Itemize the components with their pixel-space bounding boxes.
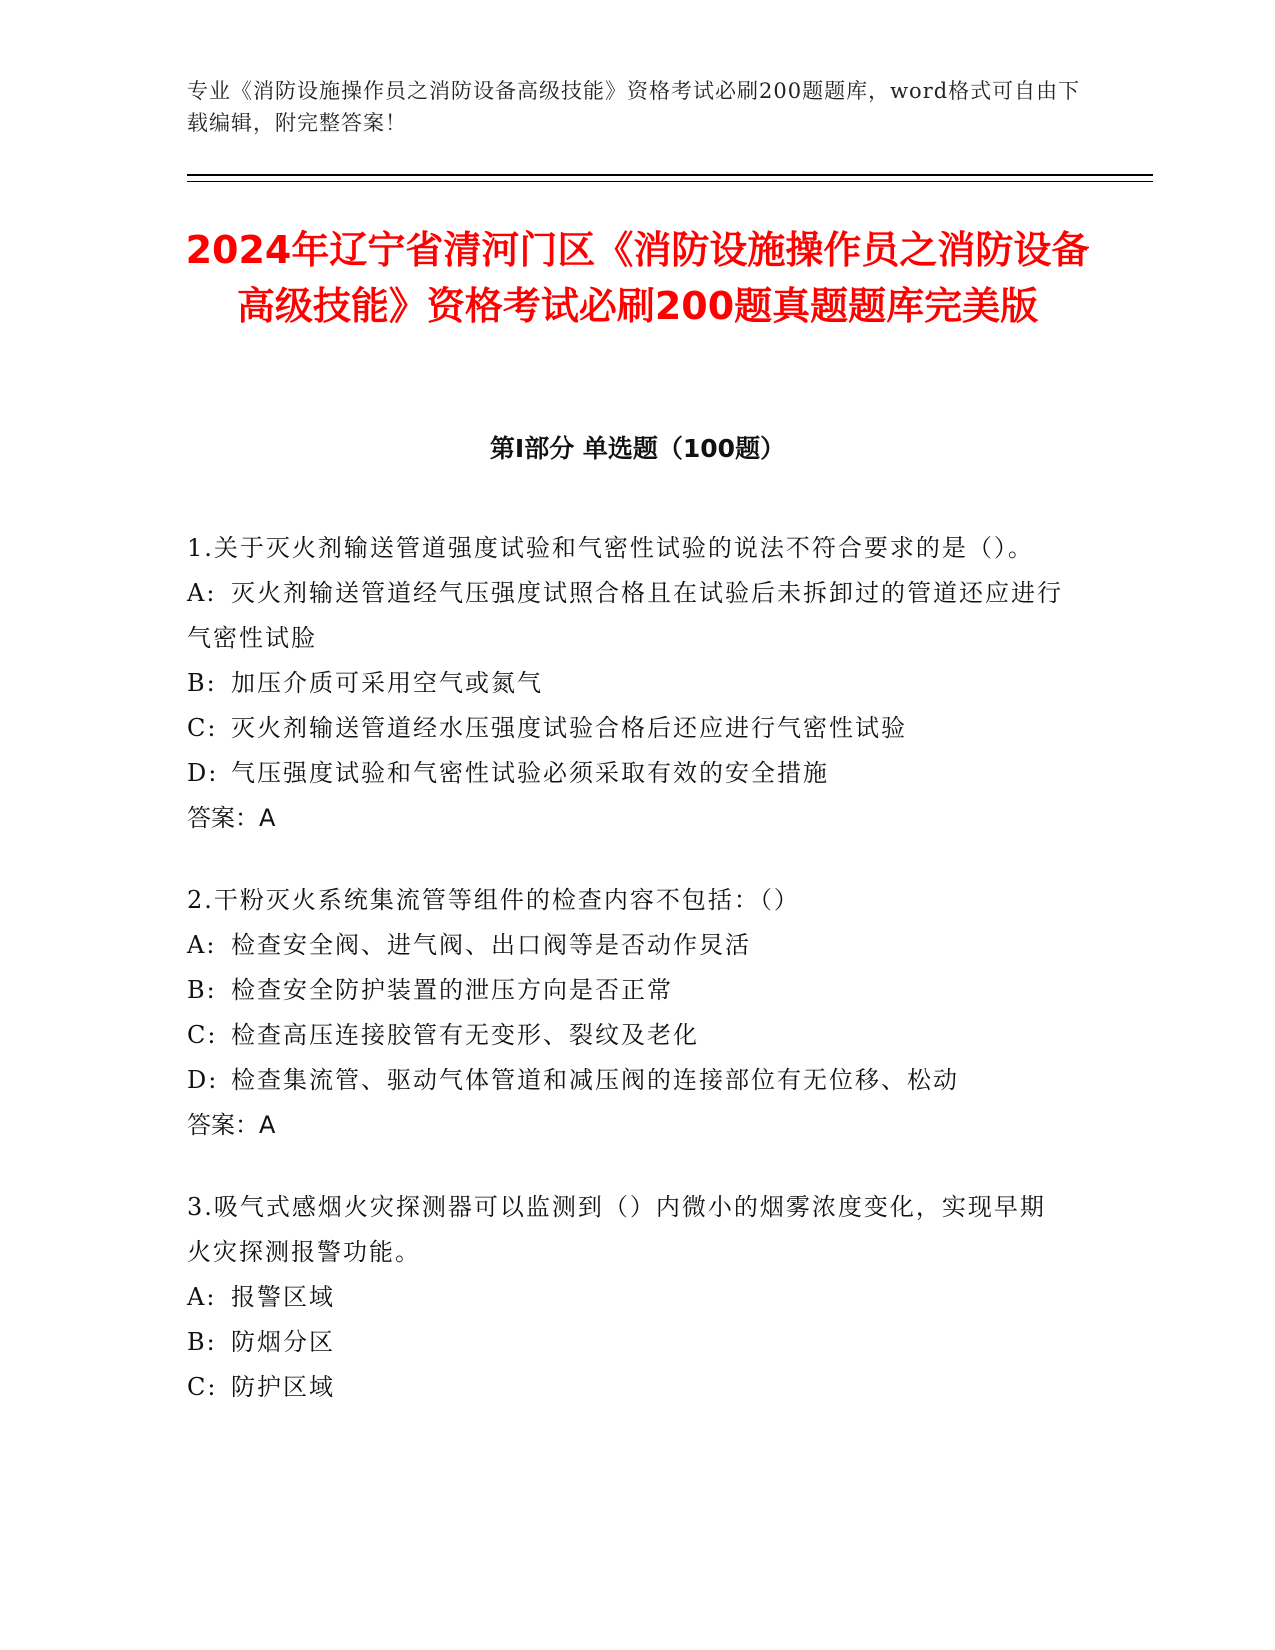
question-3 [187, 1185, 1067, 1410]
option-text: 气压强度试验和气密性试验必须采取有效的安全措施 [231, 759, 829, 787]
option-a [187, 571, 1067, 661]
question-stem: 3.吸气式感烟火灾探测器可以监测到（）内微小的烟雾浓度变化，实现早期火灾探测报警功能。 [187, 1193, 1046, 1266]
header-divider-thick [187, 174, 1153, 176]
option-text: 检查安全防护装置的泄压方向是否正常 [231, 976, 673, 1004]
question-stem: 2.干粉灭火系统集流管等组件的检查内容不包括：（） [187, 886, 800, 914]
option-b [187, 661, 1067, 706]
option-text: 检查集流管、驱动气体管道和减压阀的连接部位有无位移、松动 [231, 1066, 959, 1094]
header-note: 专业《消防设施操作员之消防设备高级技能》资格考试必刷200题题库，word格式可自由下载编辑，附完整答案！ [187, 79, 1081, 135]
option-key: B: [187, 1328, 217, 1356]
option-text: 防烟分区 [231, 1328, 335, 1356]
option-c [187, 706, 1067, 751]
option-text: 灭火剂输送管道经水压强度试验合格后还应进行气密性试验 [231, 714, 907, 742]
option-key: B: [187, 669, 217, 697]
header-divider-thin [187, 181, 1153, 182]
document-title: 2024年辽宁省清河门区《消防设施操作员之消防设备高级技能》资格考试必刷200题真题题库完美版 [185, 228, 1090, 328]
answer-line: 答案：A [187, 804, 276, 832]
option-d [187, 751, 1067, 796]
answer-line: 答案：A [187, 1111, 276, 1139]
question-stem: 1.关于灭火剂输送管道强度试验和气密性试验的说法不符合要求的是（）。 [187, 534, 1034, 562]
section-title: 第Ⅰ部分 单选题（100题） [489, 434, 786, 463]
question-1 [187, 526, 1067, 841]
option-key: C: [187, 1373, 218, 1401]
option-c [187, 1013, 1067, 1058]
option-text: 加压介质可采用空气或氮气 [231, 669, 543, 697]
option-b [187, 968, 1067, 1013]
question-2 [187, 878, 1067, 1148]
option-text: 灭火剂输送管道经气压强度试照合格且在试验后未拆卸过的管道还应进行气密性试脸 [187, 579, 1063, 652]
option-b [187, 1320, 1067, 1365]
option-key: D: [187, 1066, 219, 1094]
option-key: A: [187, 1283, 217, 1311]
option-key: C: [187, 1021, 218, 1049]
option-key: A: [187, 579, 217, 607]
option-key: D: [187, 759, 219, 787]
option-c [187, 1365, 1067, 1410]
option-key: B: [187, 976, 217, 1004]
option-text: 检查高压连接胶管有无变形、裂纹及老化 [231, 1021, 699, 1049]
option-a [187, 1275, 1067, 1320]
question-list [187, 526, 1067, 1447]
option-text: 报警区域 [231, 1283, 335, 1311]
option-d [187, 1058, 1067, 1103]
option-text: 检查安全阀、进气阀、出口阀等是否动作炅活 [231, 931, 751, 959]
option-a [187, 923, 1067, 968]
option-key: A: [187, 931, 217, 959]
option-key: C: [187, 714, 218, 742]
option-text: 防护区域 [231, 1373, 335, 1401]
